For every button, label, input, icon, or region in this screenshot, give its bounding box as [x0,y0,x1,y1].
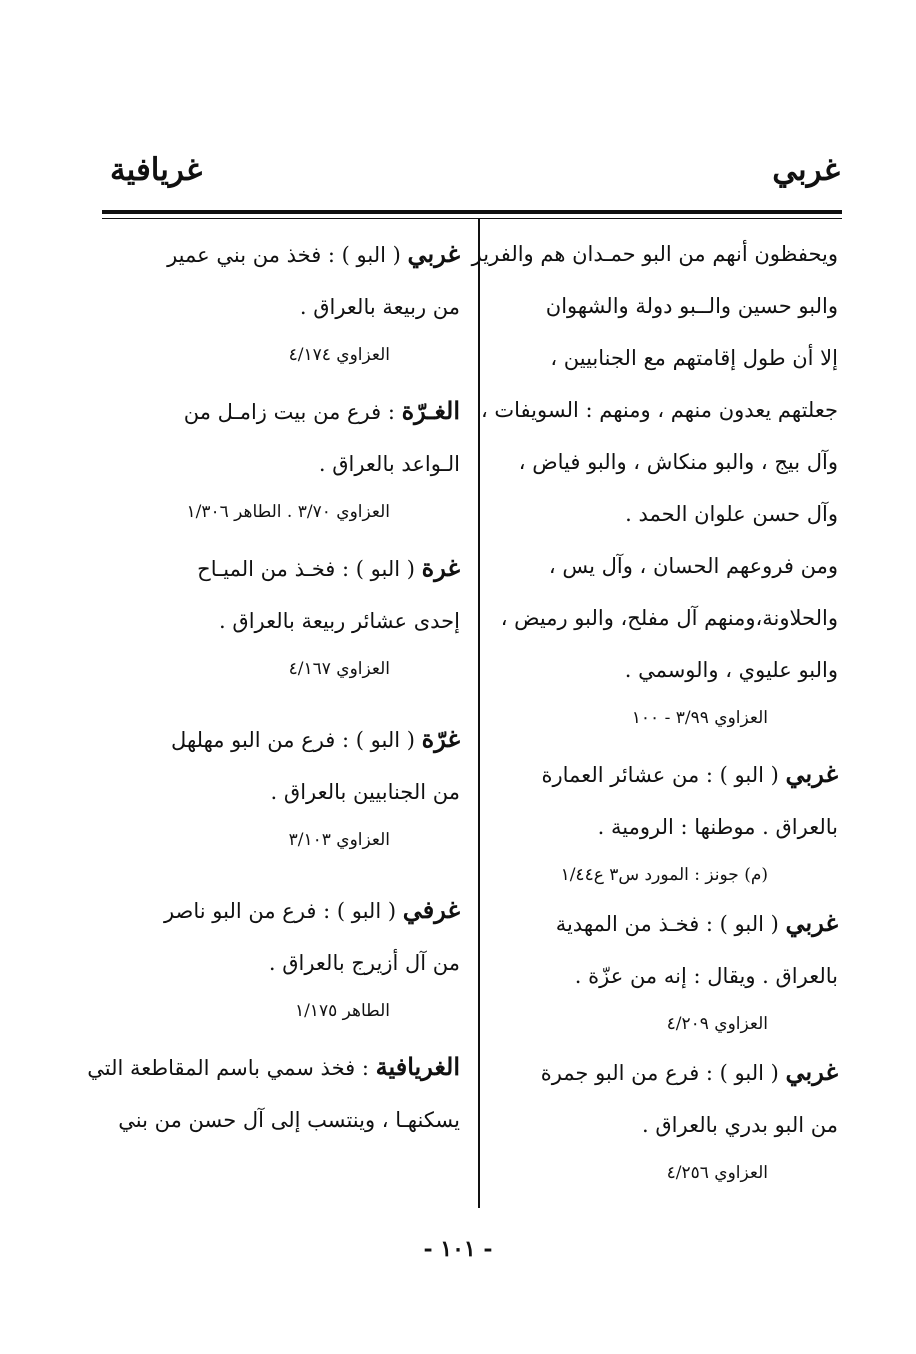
reference: العزاوي ٤/١٦٧ [288,659,390,679]
reference: العزاوي ٣/١٠٣ [288,830,390,850]
entry [110,713,460,862]
reference: الطاهر ١/١٧٥ [294,1001,390,1021]
entry [110,884,460,1033]
entry-text: : فخذ سمي باسم المقاطعة التي [87,1056,369,1080]
entry [87,1041,460,1146]
entry-line: بالعراق . موطنها : الرومية . [597,815,838,839]
text-line: إلا أن طول إقامتهم مع الجنابيين ، [550,346,838,370]
entry-line: من الجنابيين بالعراق . [270,780,460,804]
entry [110,542,460,691]
header-rule-thick [102,210,842,214]
entry-text: ( البو ) : فرع من البو جمرة [540,1061,779,1085]
entry-line: يسكنهـا ، وينتسب إلى آل حسن من بني [118,1108,460,1132]
header-right-word: غربي [772,152,840,188]
entry-term: غرفي [402,895,460,924]
entry-line [110,228,460,281]
entry-term: غربي [785,759,838,788]
entry [483,1046,838,1195]
entry-term: غرّة [421,724,460,753]
right-column [471,228,838,1195]
entry-line: من ربيعة بالعراق . [299,295,460,319]
entry-term: غرة [421,553,460,582]
spacer [110,377,460,385]
entry-line: إحدى عشائر ربيعة بالعراق . [219,609,460,633]
entry-line [110,713,460,766]
entry-line [110,542,460,595]
entry-line [110,884,460,937]
header-left-word: غريافية [110,152,203,188]
text-line: ويحفظون أنهم من البو حمـدان هم والفرير [471,242,838,266]
text-line: والحلاونة،ومنهم آل مفلح، والبو رميض ، [500,606,838,630]
left-column [87,228,460,1146]
spacer [110,534,460,542]
entry-line [87,1041,460,1094]
entry-text: : فرع من بيت زامـل من [183,400,395,424]
entry-text: ( البو ) : فخـذ من الميـاح [197,557,415,581]
entry-term: غربي [785,1057,838,1086]
text-line: ومن فروعهم الحسان ، وآل يس ، [548,554,838,578]
entry-term: غربي [407,239,460,268]
entry-text: ( البو ) : فخـذ من المهدية [555,912,779,936]
text-line: وآل بيج ، والبو منكاش ، والبو فياض ، [518,450,838,474]
entry-line: من آل أزيرج بالعراق . [268,951,460,975]
continued-entry [471,228,838,740]
reference: العزاوي ٣/٩٩ - ١٠٠ [631,708,768,728]
entry-text: ( البو ) : فرع من البو مهلهل [171,728,415,752]
entry [483,748,838,897]
entry-term: الغريافية [375,1052,460,1081]
entry-text: ( البو ) : فخذ من بني عمير [167,243,401,267]
spacer [483,740,838,748]
reference: (م) جونز : المورد س٣ ع١/٤٤ [560,865,768,885]
reference: العزاوي ٤/١٧٤ [288,345,390,365]
entry-term: الغـرّة [401,396,460,425]
entry-line: بالعراق . ويقال : إنه من عزّة . [574,964,838,988]
entry-line [483,748,838,801]
entry-term: غربي [785,908,838,937]
entry [110,228,460,377]
text-line: والبو عليوي ، والوسمي . [624,658,838,682]
spacer [110,862,460,884]
text-line: وآل حسن علوان الحمد . [625,502,838,526]
reference: العزاوي ٤/٢٠٩ [666,1014,768,1034]
entry-text: ( البو ) : فرع من البو ناصر [163,899,397,923]
entry-text: ( البو ) : من عشائر العمارة [541,763,779,787]
entry-line: من البو بدري بالعراق . [642,1113,838,1137]
spacer [110,1033,460,1041]
entry [110,385,460,534]
entry-line [483,1046,838,1099]
entry [483,897,838,1046]
text-line: والبو حسين والــبو دولة والشهوان [545,294,838,318]
entry-line [483,897,838,950]
reference: العزاوي ٣/٧٠ . الطاهر ١/٣٠٦ [186,502,390,522]
spacer [110,691,460,713]
entry-line: الـواعد بالعراق . [318,452,460,476]
text-line: جعلتهم يعدون منهم ، ومنهم : السويفات ، [480,398,838,422]
column-divider [478,218,480,1208]
page-header [0,150,916,190]
reference: العزاوي ٤/٢٥٦ [666,1163,768,1183]
entry-line [110,385,460,438]
header-rule-thin [102,218,842,219]
page-number: - ١٠١ - [423,1236,493,1262]
